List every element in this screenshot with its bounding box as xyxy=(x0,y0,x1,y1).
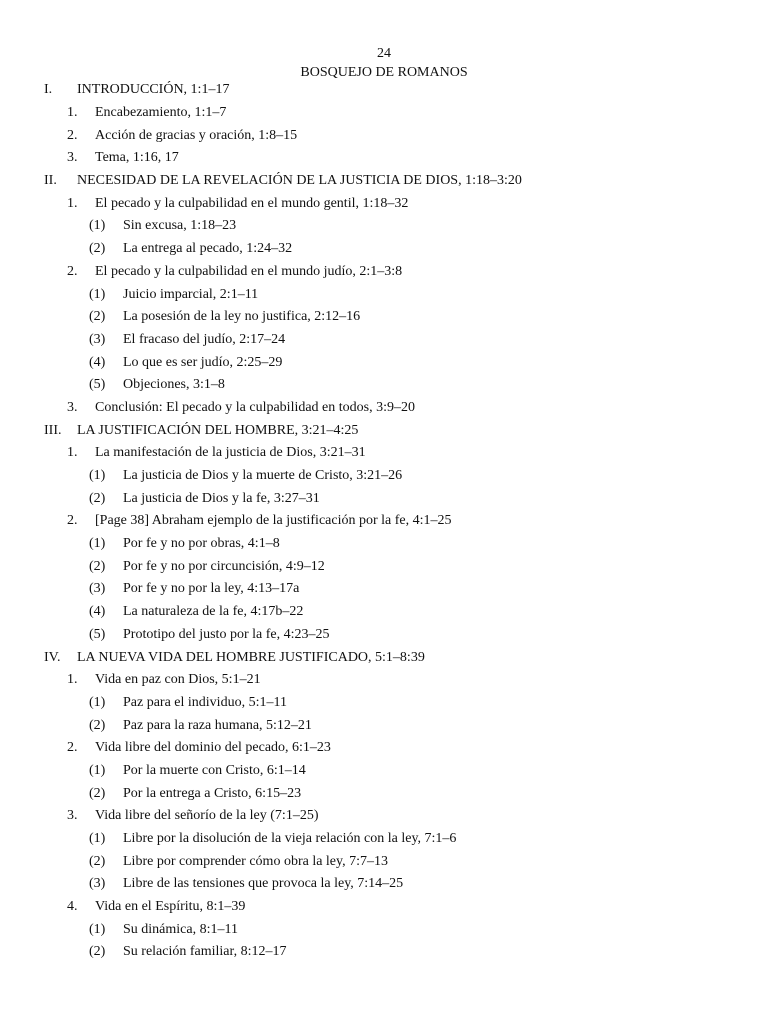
outline-item-number: (5) xyxy=(89,626,106,642)
outline-item-number: (2) xyxy=(89,309,106,325)
outline-item-text: Objeciones, 3:1–8 xyxy=(123,377,225,393)
outline-item-text: Por fe y no por la ley, 4:13–17a xyxy=(123,581,300,597)
outline-item-level-2 xyxy=(0,261,768,284)
outline-item-level-3 xyxy=(0,692,768,715)
outline-item-level-2 xyxy=(0,397,768,420)
outline-item-level-2 xyxy=(0,102,768,125)
outline-item-level-3 xyxy=(0,624,768,647)
outline-item-number: (1) xyxy=(89,762,106,778)
outline-item-text: Por la entrega a Cristo, 6:15–23 xyxy=(123,785,302,801)
outline-item-number: IV. xyxy=(44,649,61,665)
outline-item-number: (1) xyxy=(89,694,106,710)
outline-item-text: Tema, 1:16, 17 xyxy=(95,150,179,166)
outline-item-text: El fracaso del judío, 2:17–24 xyxy=(123,331,286,347)
outline-item-text: La justicia de Dios y la fe, 3:27–31 xyxy=(123,490,320,506)
outline-item-level-2 xyxy=(0,737,768,760)
outline-item-text: Vida en paz con Dios, 5:1–21 xyxy=(95,672,261,688)
outline-item-number: (2) xyxy=(89,944,106,960)
outline-item-number: (2) xyxy=(89,785,106,801)
outline-item-number: (3) xyxy=(89,331,106,347)
outline-item-text: Libre por la disolución de la vieja relación con la ley, 7:1–6 xyxy=(123,831,457,847)
outline-item-text: Sin excusa, 1:18–23 xyxy=(123,218,237,234)
outline-item-level-3 xyxy=(0,533,768,556)
outline-item-level-3 xyxy=(0,238,768,261)
outline-item-number: 2. xyxy=(67,740,78,756)
outline-item-level-3 xyxy=(0,283,768,306)
outline-item-number: (1) xyxy=(89,831,106,847)
outline-item-number: III. xyxy=(44,422,62,438)
outline-item-text: [Page 38] Abraham ejemplo de la justificación por la fe, 4:1–25 xyxy=(95,513,452,529)
document-title: BOSQUEJO DE ROMANOS xyxy=(300,65,468,80)
outline-item-number: 2. xyxy=(67,513,78,529)
outline-item-text: Prototipo del justo por la fe, 4:23–25 xyxy=(123,626,330,642)
outline-item-text: LA NUEVA VIDA DEL HOMBRE JUSTIFICADO, 5:1–8:39 xyxy=(77,649,425,665)
page-number: 24 xyxy=(377,46,391,61)
outline-item-level-2 xyxy=(0,669,768,692)
outline-item-level-2 xyxy=(0,124,768,147)
outline-item-number: (1) xyxy=(89,286,106,302)
outline-item-level-3 xyxy=(0,215,768,238)
outline-item-number: (5) xyxy=(89,377,106,393)
outline-item-text: El pecado y la culpabilidad en el mundo gentil, 1:18–32 xyxy=(95,195,409,211)
outline-item-number: (2) xyxy=(89,490,106,506)
outline-item-level-1 xyxy=(0,419,768,442)
outline-item-text: La posesión de la ley no justifica, 2:12–16 xyxy=(123,309,361,325)
outline-item-text: Vida libre del dominio del pecado, 6:1–23 xyxy=(95,740,331,756)
outline-item-level-2 xyxy=(0,896,768,919)
outline-item-number: (1) xyxy=(89,468,106,484)
outline-item-level-3 xyxy=(0,828,768,851)
outline-item-level-3 xyxy=(0,578,768,601)
outline-item-level-3 xyxy=(0,850,768,873)
outline-item-level-2 xyxy=(0,192,768,215)
outline-item-level-3 xyxy=(0,873,768,896)
outline-item-text: Por fe y no por circuncisión, 4:9–12 xyxy=(123,558,325,574)
outline-item-number: 3. xyxy=(67,808,78,824)
outline-item-number: (3) xyxy=(89,876,106,892)
outline-item-level-3 xyxy=(0,941,768,964)
outline-item-text: INTRODUCCIÓN, 1:1–17 xyxy=(77,82,230,98)
page-header xyxy=(0,44,768,82)
outline-item-number: (4) xyxy=(89,354,106,370)
outline-item-level-3 xyxy=(0,601,768,624)
outline-item-number: (2) xyxy=(89,558,106,574)
outline-item-text: Por fe y no por obras, 4:1–8 xyxy=(123,536,280,552)
outline-item-level-3 xyxy=(0,782,768,805)
outline-item-level-3 xyxy=(0,487,768,510)
outline-item-number: (1) xyxy=(89,536,106,552)
outline-item-number: 4. xyxy=(67,899,78,915)
outline-item-text: Su relación familiar, 8:12–17 xyxy=(123,944,287,960)
outline-item-number: 3. xyxy=(67,399,78,415)
outline-item-level-2 xyxy=(0,510,768,533)
outline-item-level-3 xyxy=(0,351,768,374)
outline-item-text: Conclusión: El pecado y la culpabilidad en todos, 3:9–20 xyxy=(95,399,415,415)
outline-item-text: Paz para la raza humana, 5:12–21 xyxy=(123,717,312,733)
outline-item-text: NECESIDAD DE LA REVELACIÓN DE LA JUSTICIA DE DIOS, 1:18–3:20 xyxy=(77,173,522,189)
outline-item-level-3 xyxy=(0,555,768,578)
outline-item-number: 1. xyxy=(67,445,78,461)
outline-item-number: (3) xyxy=(89,581,106,597)
outline-item-number: I. xyxy=(44,82,53,98)
outline-item-text: Vida libre del señorío de la ley (7:1–25) xyxy=(95,808,319,824)
outline-item-number: (1) xyxy=(89,218,106,234)
outline-item-level-3 xyxy=(0,465,768,488)
outline-item-text: La entrega al pecado, 1:24–32 xyxy=(123,241,293,257)
outline-item-level-3 xyxy=(0,374,768,397)
outline-item-level-1 xyxy=(0,646,768,669)
outline-item-level-2 xyxy=(0,805,768,828)
outline-item-level-2 xyxy=(0,442,768,465)
outline-item-number: 1. xyxy=(67,672,78,688)
outline-item-number: (2) xyxy=(89,717,106,733)
outline-item-number: (2) xyxy=(89,853,106,869)
outline-item-text: Su dinámica, 8:1–11 xyxy=(123,921,238,937)
outline-item-text: Juicio imparcial, 2:1–11 xyxy=(123,286,259,302)
outline-item-level-3 xyxy=(0,918,768,941)
outline-item-text: Encabezamiento, 1:1–7 xyxy=(95,105,227,121)
outline-item-number: 1. xyxy=(67,105,78,121)
outline-item-text: Libre por comprender cómo obra la ley, 7:7–13 xyxy=(123,853,389,869)
outline-item-level-3 xyxy=(0,329,768,352)
outline-item-text: Por la muerte con Cristo, 6:1–14 xyxy=(123,762,306,778)
outline-item-number: 2. xyxy=(67,127,78,143)
outline-item-text: Acción de gracias y oración, 1:8–15 xyxy=(95,127,298,143)
outline-item-text: La manifestación de la justicia de Dios, 3:21–31 xyxy=(95,445,366,461)
outline-item-number: 1. xyxy=(67,195,78,211)
outline-item-number: 3. xyxy=(67,150,78,166)
outline-item-level-3 xyxy=(0,760,768,783)
outline-item-text: Lo que es ser judío, 2:25–29 xyxy=(123,354,283,370)
outline-item-text: Libre de las tensiones que provoca la ley, 7:14–25 xyxy=(123,876,404,892)
outline-item-level-3 xyxy=(0,714,768,737)
outline-item-text: LA JUSTIFICACIÓN DEL HOMBRE, 3:21–4:25 xyxy=(77,422,359,438)
outline-item-number: (1) xyxy=(89,921,106,937)
outline-item-number: (4) xyxy=(89,604,106,620)
outline-item-number: II. xyxy=(44,173,57,189)
outline-item-number: 2. xyxy=(67,263,78,279)
outline-item-text: Vida en el Espíritu, 8:1–39 xyxy=(95,899,246,915)
outline-item-number: (2) xyxy=(89,241,106,257)
outline-item-text: La justicia de Dios y la muerte de Cristo, 3:21–26 xyxy=(123,468,403,484)
outline-item-text: La naturaleza de la fe, 4:17b–22 xyxy=(123,604,304,620)
outline-item-text: El pecado y la culpabilidad en el mundo judío, 2:1–3:8 xyxy=(95,263,403,279)
outline-list xyxy=(0,79,768,964)
outline-item-level-1 xyxy=(0,170,768,193)
outline-item-text: Paz para el individuo, 5:1–11 xyxy=(123,694,287,710)
outline-item-level-2 xyxy=(0,147,768,170)
outline-item-level-1 xyxy=(0,79,768,102)
outline-item-level-3 xyxy=(0,306,768,329)
